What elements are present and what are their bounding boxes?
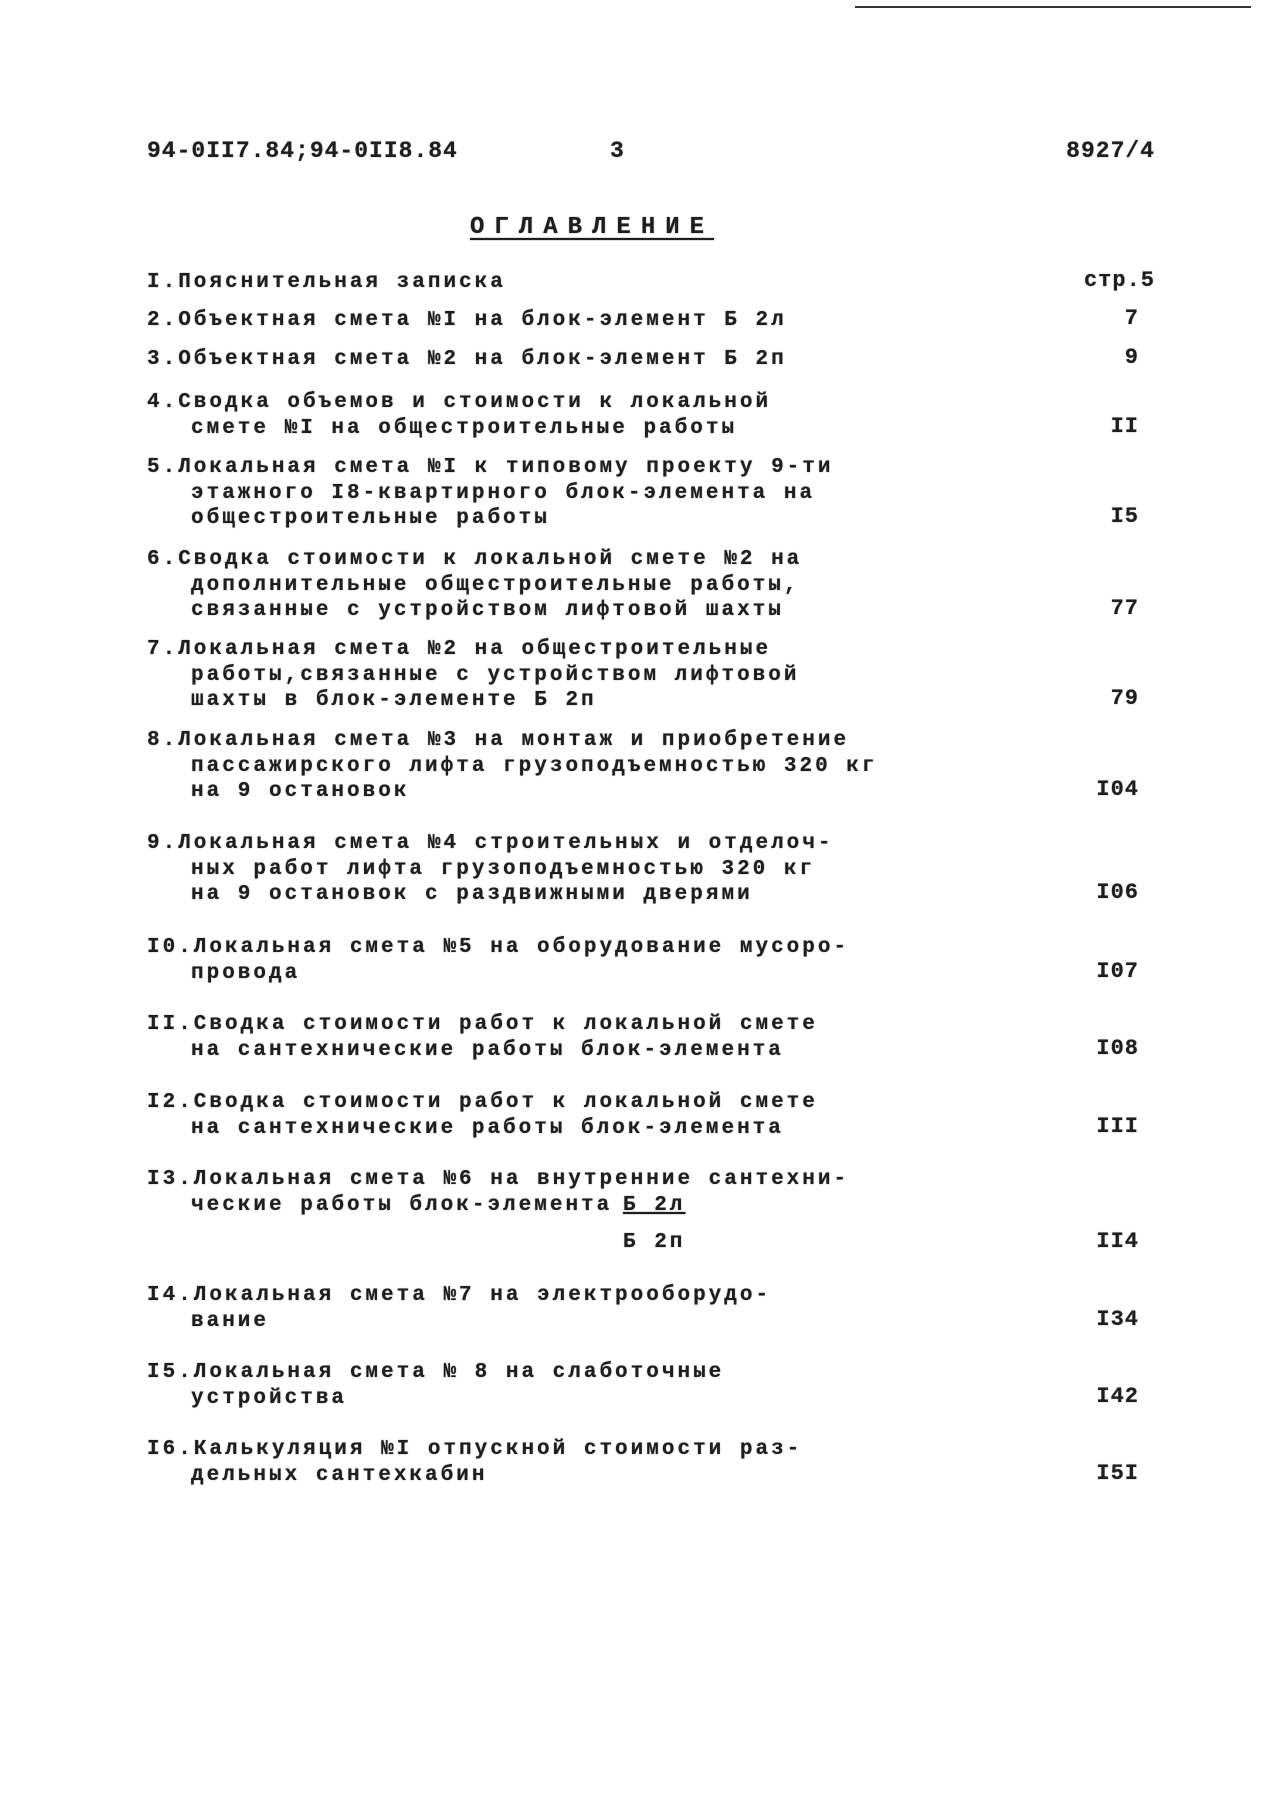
toc-page-number: I42 xyxy=(1096,1383,1139,1409)
toc-entry-line: I3.Локальная смета №6 на внутренние сантехни- xyxy=(147,1168,850,1191)
toc-entry-line: 5.Локальная смета №I к типовому проекту 9-ти xyxy=(147,456,834,479)
toc-page-number: I04 xyxy=(1096,777,1139,802)
toc-entry-line: провода xyxy=(191,961,301,985)
toc-entry-line: на 9 остановок с раздвижными дверями xyxy=(191,883,753,906)
toc-page-number: I5I xyxy=(1096,1460,1139,1486)
toc-entry-line: пассажирского лифта грузоподъемностью 320 кг xyxy=(191,754,878,778)
toc-entry-line: ческие работы блок-элемента xyxy=(191,1193,613,1217)
toc-entry-line: дополнительные общестроительные работы, xyxy=(191,573,800,597)
toc-entry-line: на 9 остановок xyxy=(191,780,410,803)
toc-entry-line: I6.Калькуляция №I отпускной стоимости раз- xyxy=(147,1438,803,1461)
toc-entry-line: 2.Объектная смета №I на блок-элемент Б 2л xyxy=(147,309,787,332)
toc-entry-line: I5.Локальная смета № 8 на слаботочные xyxy=(147,1361,725,1384)
toc-entry-line: на сантехнические работы блок-элемента xyxy=(191,1116,784,1140)
block-variant-top: Б 2л xyxy=(623,1193,686,1217)
toc-page-number: 79 xyxy=(1110,686,1139,711)
toc-page-number: 77 xyxy=(1110,596,1139,621)
doc-codes: 94-0II7.84;94-0II8.84 xyxy=(147,138,458,164)
toc-entry-line: связанные с устройством лифтовой шахты xyxy=(191,599,784,622)
toc-entry-line: дельных сантехкабин xyxy=(191,1463,488,1487)
toc-page-number: 7 xyxy=(1124,306,1139,331)
toc-page-number: I07 xyxy=(1096,958,1139,984)
toc-page-number: III xyxy=(1096,1113,1139,1139)
toc-entry-line: этажного I8-квартирного блок-элемента на xyxy=(191,481,816,505)
toc-entry-line: устройства xyxy=(191,1386,348,1410)
toc-entry-line: 3.Объектная смета №2 на блок-элемент Б 2п xyxy=(147,348,787,371)
archive-number: 8927/4 xyxy=(1066,138,1155,164)
top-edge-rule xyxy=(855,6,1251,8)
block-variant-bottom: Б 2п xyxy=(623,1231,686,1254)
toc-entry-line: 8.Локальная смета №3 на монтаж и приобретение xyxy=(147,729,850,752)
toc-entry-line: I2.Сводка стоимости работ к локальной смете xyxy=(147,1091,818,1114)
toc-entry-line: общестроительные работы xyxy=(191,507,550,530)
toc-page-number: I06 xyxy=(1096,880,1139,905)
toc-entry-line: ных работ лифта грузоподъемностью 320 кг xyxy=(191,857,816,881)
toc-entry-line: II.Сводка стоимости работ к локальной смете xyxy=(147,1013,818,1036)
toc-page-number: стр.5 xyxy=(1083,268,1155,293)
toc-page-number: 9 xyxy=(1124,345,1139,370)
toc-entry-line: на сантехнические работы блок-элемента xyxy=(191,1038,784,1062)
toc-page-number: I5 xyxy=(1110,504,1139,529)
toc-entry-line: I.Пояснительная записка xyxy=(147,271,506,294)
toc-page-number: I08 xyxy=(1096,1035,1139,1061)
toc-entry-line: смете №I на общестроительные работы xyxy=(191,416,738,440)
toc-entry-line: 6.Сводка стоимости к локальной смете №2 на xyxy=(147,548,803,571)
toc-entry-line: шахты в блок-элементе Б 2п xyxy=(191,689,597,712)
toc-page-number: II xyxy=(1110,413,1139,439)
toc-entry-line: вание xyxy=(191,1309,270,1333)
page-title: ОГЛАВЛЕНИЕ xyxy=(470,214,715,241)
toc-entry-line: 7.Локальная смета №2 на общестроительные xyxy=(147,638,772,661)
toc-page-number: I34 xyxy=(1096,1306,1139,1332)
page-number: 3 xyxy=(610,138,625,164)
toc-entry-line: I4.Локальная смета №7 на электрооборудо- xyxy=(147,1284,772,1307)
toc-entry-line: I0.Локальная смета №5 на оборудование мусоро- xyxy=(147,936,850,959)
toc-page-number: II4 xyxy=(1096,1228,1139,1254)
toc-entry-line: 4.Сводка объемов и стоимости к локальной xyxy=(147,391,772,414)
toc-entry-line: 9.Локальная смета №4 строительных и отделоч- xyxy=(147,832,834,855)
toc-entry-line: работы,связанные с устройством лифтовой xyxy=(191,663,800,687)
